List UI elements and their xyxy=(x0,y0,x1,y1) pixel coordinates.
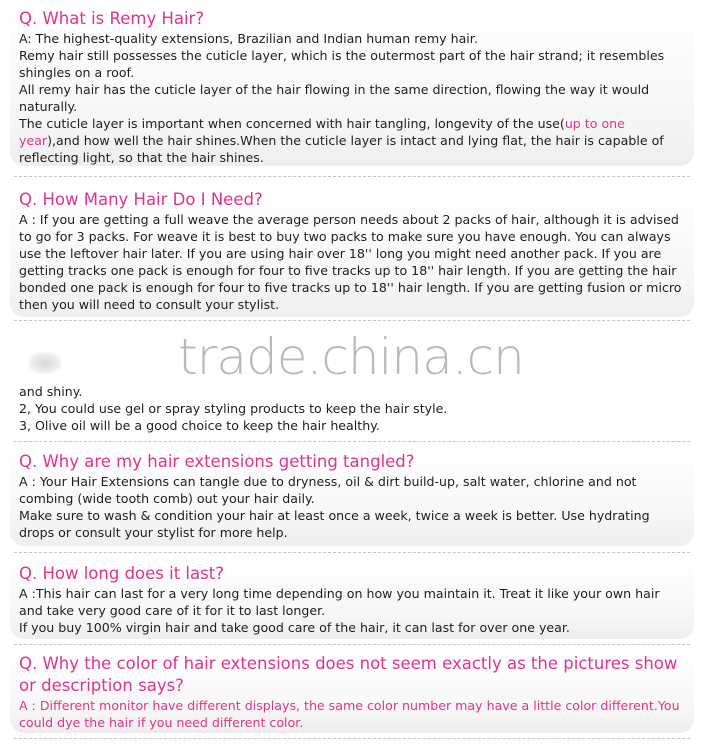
divider xyxy=(14,644,690,645)
answer-line: A: The highest-quality extensions, Brazilian and Indian human remy hair. xyxy=(19,31,478,46)
answer-text: The cuticle layer is important when concerned with hair tangling, longevity of the use( xyxy=(19,116,565,131)
answer-line: 2, You could use gel or spray styling products to keep the hair style. xyxy=(19,401,448,416)
highlight-text: up to one year xyxy=(19,116,625,148)
divider xyxy=(14,738,690,739)
answer-line: A :This hair can last for a very long time depending on how you maintain it. Treat it like your own hair and take very good care of it for it to last longer. xyxy=(19,586,660,618)
faq-remy-hair xyxy=(10,6,694,166)
answer-line: Make sure to wash & condition your hair at least once a week, twice a week is better. Use hydrating drops or consult your stylist for more help. xyxy=(19,508,650,540)
answer-paragraph: A : Different monitor have different displays, the same color number may have a little color different.You could dye the hair if you need different color. xyxy=(19,698,680,730)
faq-how-long xyxy=(10,561,694,639)
divider xyxy=(14,441,690,442)
faq-color-difference xyxy=(10,651,694,733)
answer-line: and shiny. xyxy=(19,384,83,399)
divider xyxy=(14,552,690,553)
answer-line: Remy hair still possesses the cuticle layer, which is the outermost part of the hair strand; it resembles shingles on a roof. xyxy=(19,48,665,80)
answer-line xyxy=(19,115,686,166)
answer-text: ),and how well the hair shines.When the cuticle layer is intact and lying flat, the hair is capable of reflecting light, so that the hair shines. xyxy=(19,133,664,165)
question-heading: Q. How long does it last? xyxy=(19,564,224,583)
question-heading: Q. What is Remy Hair? xyxy=(19,9,205,28)
faq-tangled xyxy=(10,449,694,546)
faq-how-many-hair xyxy=(10,187,694,317)
faq-hair-care xyxy=(10,380,694,438)
answer-line: All remy hair has the cuticle layer of the hair flowing in the same direction, flowing the way it would naturally. xyxy=(19,82,650,114)
divider xyxy=(14,320,690,321)
question-heading: Q. How Many Hair Do I Need? xyxy=(19,190,263,209)
answer-line: 3, Olive oil will be a good choice to keep the hair healthy. xyxy=(19,418,380,433)
answer-paragraph: A : If you are getting a full weave the average person needs about 2 packs of hair, although it is advised to go for 3 packs. For weave it is best to buy two packs to make sure you have enough. You can always use the leftover hair later. If you are using hair over 18'' long you might need another pack. If you are getting tracks one pack is enough for four to five tracks up to 18'' hair length. If you are getting the hair bonded one pack is enough for four to five tracks up to 18'' hair length. If you are getting fusion or micro then you will need to consult your stylist. xyxy=(19,212,682,312)
divider xyxy=(14,176,690,177)
answer-line: If you buy 100% virgin hair and take good care of the hair, it can last for over one year. xyxy=(19,620,570,635)
question-heading: Q. Why are my hair extensions getting tangled? xyxy=(19,452,415,471)
answer-line: A : Your Hair Extensions can tangle due to dryness, oil & dirt build-up, salt water, chlorine and not combing (wide tooth comb) out your hair daily. xyxy=(19,474,637,506)
watermark: trade.china.cn xyxy=(178,328,524,386)
question-heading: Q. Why the color of hair extensions does not seem exactly as the pictures show or description says? xyxy=(19,654,678,695)
